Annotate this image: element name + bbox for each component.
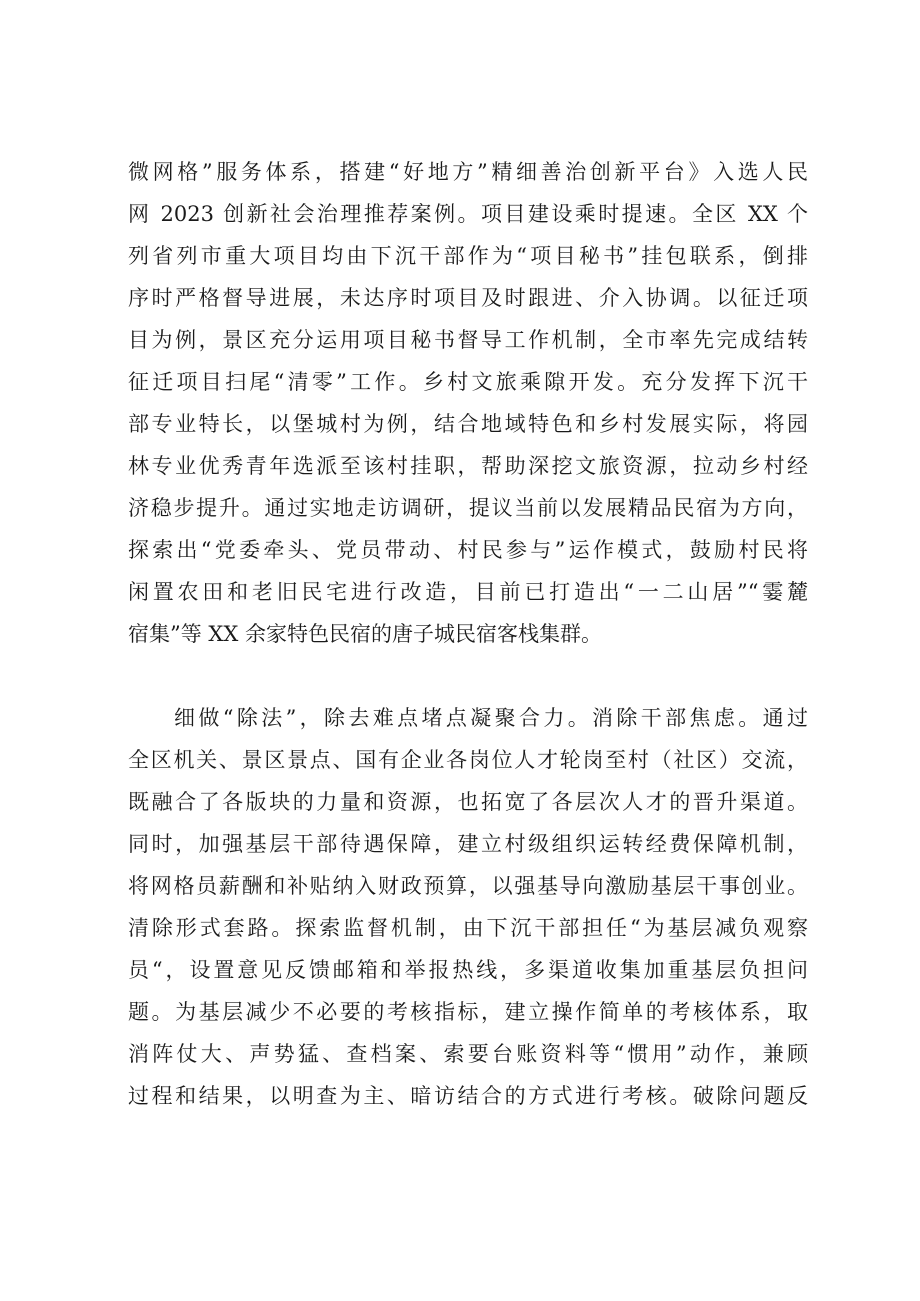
paragraph-line: 征迁项目扫尾“清零”工作。乡村文旅乘隙开发。充分发挥下沉干 xyxy=(128,370,808,394)
paragraph-line: 序时严格督导进展，未达序时项目及时跟进、介入协调。以征迁项 xyxy=(128,286,808,310)
paragraph-line: 员“，设置意见反馈邮箱和举报热线，多渠道收集加重基层负担问 xyxy=(128,958,808,982)
paragraph-line: 过程和结果，以明查为主、暗访结合的方式进行考核。破除问题反 xyxy=(128,1084,808,1108)
paragraph-line: 目为例，景区充分运用项目秘书督导工作机制，全市率先完成结转 xyxy=(128,328,808,352)
paragraph-line: 清除形式套路。探索监督机制，由下沉干部担任“为基层减负观察 xyxy=(128,916,808,940)
paragraph-line: 同时，加强基层干部待遇保障，建立村级组织运转经费保障机制， xyxy=(128,832,808,856)
paragraph-line: 列省列市重大项目均由下沉干部作为“项目秘书”挂包联系，倒排 xyxy=(128,244,808,268)
paragraph-line: 既融合了各版块的力量和资源，也拓宽了各层次人才的晋升渠道。 xyxy=(128,790,808,814)
paragraph-line: 宿集”等 XX 余家特色民宿的唐子城民宿客栈集群。 xyxy=(128,622,602,646)
paragraph-line: 济稳步提升。通过实地走访调研，提议当前以发展精品民宿为方向， xyxy=(128,496,808,520)
paragraph-division xyxy=(128,697,808,1117)
paragraph-line: 细做“除法”，除去难点堵点凝聚合力。消除干部焦虑。通过 xyxy=(174,706,808,730)
paragraph-line: 题。为基层减少不必要的考核指标，建立操作简单的考核体系，取 xyxy=(128,1000,808,1024)
paragraph-line: 闲置农田和老旧民宅进行改造，目前已打造出“一二山居”“霎麓 xyxy=(128,580,808,604)
paragraph-line: 将网格员薪酬和补贴纳入财政预算，以强基导向激励基层干事创业。 xyxy=(128,874,808,898)
paragraph-line: 微网格”服务体系，搭建“好地方”精细善治创新平台》入选人民 xyxy=(128,160,808,184)
paragraph-line: 林专业优秀青年选派至该村挂职，帮助深挖文旅资源，拉动乡村经 xyxy=(128,454,808,478)
paragraph-line: 部专业特长，以堡城村为例，结合地域特色和乡村发展实际，将园 xyxy=(128,412,808,436)
paragraph-grid-governance xyxy=(128,151,808,655)
paragraph-line: 探索出“党委牵头、党员带动、村民参与”运作模式，鼓励村民将 xyxy=(128,538,808,562)
paragraph-line: 全区机关、景区景点、国有企业各岗位人才轮岗至村（社区）交流， xyxy=(128,748,808,772)
paragraph-line: 消阵仗大、声势猛、查档案、索要台账资料等“惯用”动作，兼顾 xyxy=(128,1042,808,1066)
paragraph-line: 网 2023 创新社会治理推荐案例。项目建设乘时提速。全区 XX 个 xyxy=(128,202,808,226)
